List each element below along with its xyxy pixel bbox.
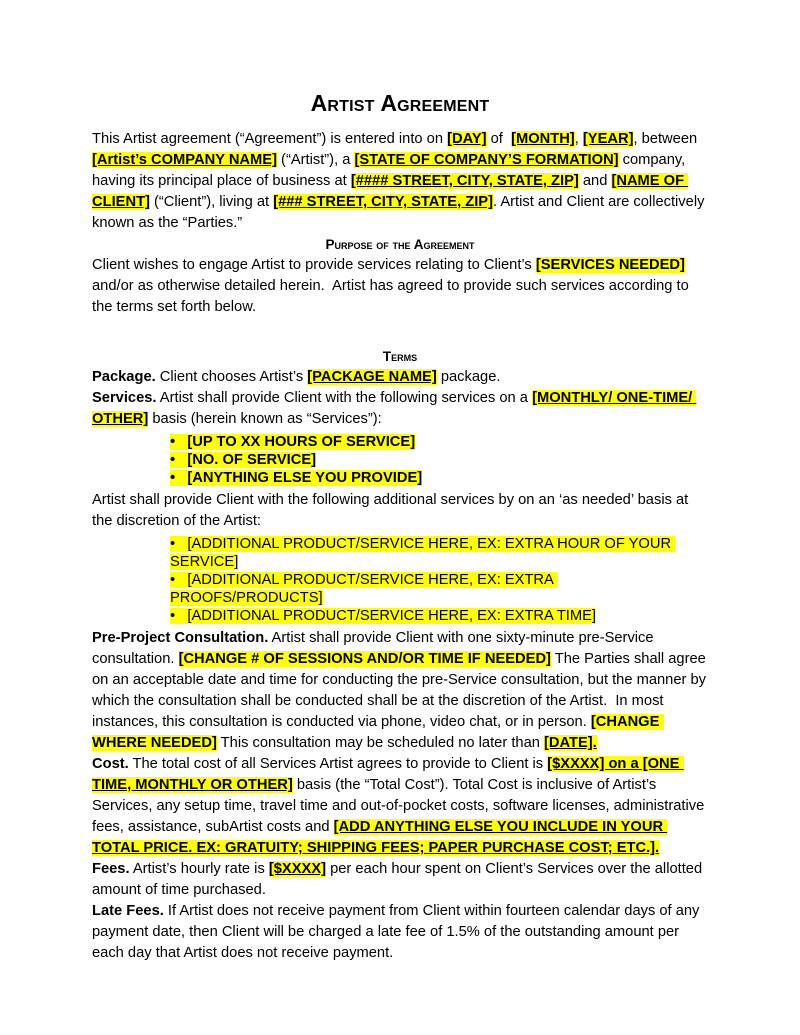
text-run: per each hour spent on Client’s Services over the allotted amount of time purchased. (92, 861, 707, 898)
highlighted-placeholder: [STATE OF COMPANY’S FORMATION] (354, 152, 619, 168)
highlighted-placeholder: [DAY] (447, 131, 487, 147)
text-run: Client wishes to engage Artist to provide services relating to Client’s (92, 257, 536, 273)
text-run: Fees. (92, 861, 130, 877)
highlighted-placeholder: [DATE]. (544, 735, 597, 751)
text-run: basis (the “Total Cost”). Total Cost is inclusive of Artist’s Services, any setup time, travel time and out-of-pocket costs, software licenses, administrative fees, assistance, subArtist costs and (92, 777, 709, 835)
text-run: (“Client”), living at (149, 194, 274, 210)
text-run: , between (633, 131, 702, 147)
highlighted-placeholder: [### STREET, CITY, STATE, ZIP] (273, 194, 493, 210)
text-run: Artist’s hourly rate is (129, 861, 269, 877)
highlighted-placeholder: [$XXXX] (268, 861, 327, 877)
text-run: of (486, 131, 512, 147)
text-run: The total cost of all Services Artist agrees to provide to Client is (128, 756, 548, 772)
pre-project-consultation-clause (92, 628, 711, 754)
text-run: . Artist and Client are collectively known as the “Parties.” (92, 194, 709, 231)
highlighted-placeholder: • [UP TO XX HOURS OF SERVICE] (170, 434, 416, 450)
highlighted-placeholder: [MONTHLY/ ONE-TIME/ OTHER] (92, 390, 697, 427)
highlighted-placeholder: • [NO. OF SERVICE] (170, 452, 317, 468)
highlighted-placeholder: [SERVICES NEEDED] (535, 257, 685, 273)
text-run: Artist shall provide Client with the following services on a (156, 390, 533, 406)
bullet-item (170, 451, 708, 469)
bullet-item (170, 433, 708, 451)
text-run: Client chooses Artist’s (155, 369, 308, 385)
text-run: Artist shall provide Client with the following additional services by on an ‘as needed’ basis at the discretion of the Artist: (92, 492, 693, 529)
text-run: and/or as otherwise detailed herein. Artist has agreed to provide such services according to the terms set forth below. (92, 257, 693, 315)
highlighted-placeholder: [CHANGE # OF SESSIONS AND/OR TIME IF NEEDED] (178, 651, 551, 667)
bullet-item (170, 469, 708, 487)
text-run: Cost. (92, 756, 129, 772)
services-clause (92, 388, 708, 430)
highlighted-placeholder: [NAME OF CLIENT] (92, 173, 689, 210)
additional-services-intro (92, 490, 708, 532)
intro-paragraph (92, 129, 708, 234)
services-bullet-list (92, 433, 708, 487)
highlighted-placeholder: [MONTH] (511, 131, 575, 147)
package-clause (92, 367, 708, 388)
late-fees-clause (92, 901, 708, 964)
highlighted-placeholder: [CHANGE WHERE NEEDED] (92, 714, 664, 751)
section-heading-purpose: Purpose of the Agreement (325, 237, 475, 252)
text-run: The Parties shall agree on an acceptable date and time for conducting the pre-Service consultation, but the manner by which the consultation shall be conducted shall be at the discretion of the Artist. In most instances, this consultation is conducted via phone, video chat, or in person. (92, 651, 711, 730)
text-run: This Artist agreement (“Agreement”) is entered into on (92, 131, 448, 147)
highlighted-placeholder: • [ANYTHING ELSE YOU PROVIDE] (170, 470, 423, 486)
text-run: basis (herein known as “Services”): (148, 411, 382, 427)
text-run: , (574, 131, 583, 147)
highlighted-placeholder: [$XXXX] on a [ONE TIME, MONTHLY OR OTHER] (92, 756, 684, 793)
fees-clause (92, 859, 708, 901)
bullet-item (170, 535, 708, 571)
bullet-item (170, 607, 708, 625)
text-run: Services. (92, 390, 157, 406)
additional-services-bullet-list (92, 535, 708, 625)
highlighted-placeholder: • [ADDITIONAL PRODUCT/SERVICE HERE, EX: EXTRA HOUR OF YOUR SERVICE] (170, 536, 676, 570)
highlighted-placeholder: [ADD ANYTHING ELSE YOU INCLUDE IN YOUR TOTAL PRICE. EX: GRATUITY; SHIPPING FEES; PAPER PURCHASE COST; ETC.]. (92, 819, 668, 856)
text-run: If Artist does not receive payment from Client within fourteen calendar days of any payment date, then Client will be charged a late fee of 1.5% of the outstanding amount per each day that Artist does not receive payment. (92, 903, 704, 961)
bullet-item (170, 571, 708, 607)
cost-clause (92, 754, 708, 859)
text-run: Artist shall provide Client with one sixty-minute pre-Service consultation. (92, 630, 658, 667)
section-heading-terms: Terms (382, 349, 418, 364)
text-run: This consultation may be scheduled no later than (216, 735, 544, 751)
text-run: and (578, 173, 612, 189)
purpose-paragraph (92, 255, 708, 318)
highlighted-placeholder: [PACKAGE NAME] (307, 369, 437, 385)
document-title: Artist Agreement (310, 90, 490, 116)
text-run: (“Artist”), a (276, 152, 355, 168)
text-run: package. (436, 369, 501, 385)
text-run: Pre-Project Consultation. (92, 630, 269, 646)
text-run: Late Fees. (92, 903, 164, 919)
text-run: company, having its principal place of business at (92, 152, 690, 189)
text-run: Package. (92, 369, 156, 385)
highlighted-placeholder: [YEAR] (582, 131, 634, 147)
highlighted-placeholder: • [ADDITIONAL PRODUCT/SERVICE HERE, EX: EXTRA TIME] (170, 608, 596, 624)
highlighted-placeholder: [#### STREET, CITY, STATE, ZIP] (350, 173, 579, 189)
highlighted-placeholder: • [ADDITIONAL PRODUCT/SERVICE HERE, EX: EXTRA PROOFS/PRODUCTS] (170, 572, 558, 606)
highlighted-placeholder: [Artist’s COMPANY NAME] (92, 152, 277, 168)
